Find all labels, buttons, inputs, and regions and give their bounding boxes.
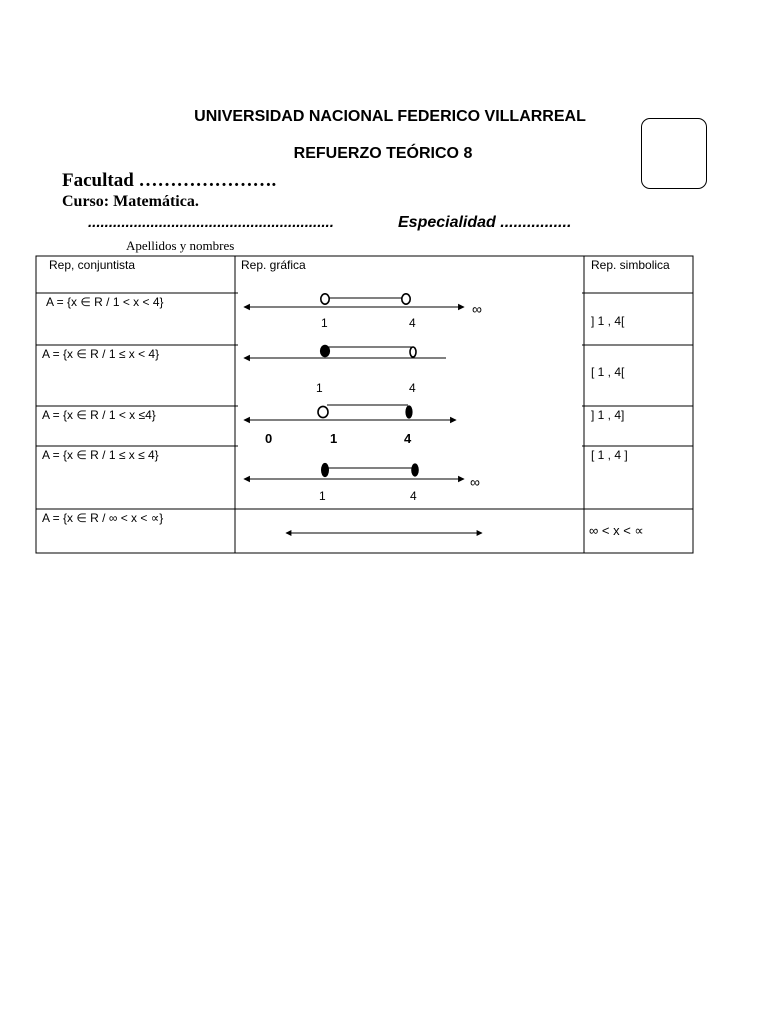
name-blank-line: ........................................................... (88, 214, 334, 231)
document-subtitle: REFUERZO TEÓRICO 8 (293, 145, 473, 162)
open-point (321, 294, 329, 304)
closed-point (322, 464, 329, 477)
symbolic-notation-1: ] 1 , 4[ (591, 314, 625, 328)
tick-label: 0 (265, 431, 273, 446)
header-set: Rep, conjuntista (49, 258, 136, 272)
number-line-2 (244, 345, 446, 358)
number-line-4 (244, 464, 464, 480)
infinity-label: ∞ (470, 474, 480, 490)
closed-point (406, 406, 412, 418)
course-label: Curso: Matemática. (62, 193, 199, 210)
specialty-field: Especialidad ................ (398, 214, 572, 231)
infinity-label: ∞ (472, 301, 482, 317)
set-notation-2: A = {x ∈ R / 1 ≤ x < 4} (42, 347, 160, 361)
set-notation-3: A = {x ∈ R / 1 < x ≤4} (42, 408, 156, 422)
open-point (318, 406, 328, 417)
set-notation-1: A = {x ∈ R / 1 < x < 4} (46, 295, 164, 309)
closed-point (412, 464, 418, 476)
symbolic-notation-4: [ 1 , 4 ] (591, 448, 628, 462)
tick-label: 1 (316, 381, 323, 395)
set-notation-5: A = {x ∈ R / ∞ < x < ∝} (42, 511, 164, 525)
symbolic-notation-5: ∞ < x < ∝ (589, 523, 644, 538)
tick-label: 1 (319, 489, 326, 503)
closed-point (321, 345, 330, 356)
tick-label: 4 (410, 489, 417, 503)
symbolic-notation-3: ] 1 , 4] (591, 408, 625, 422)
tick-label: 4 (404, 431, 412, 446)
tick-label: 4 (409, 316, 416, 330)
symbolic-notation-2: [ 1 , 4[ (591, 365, 625, 379)
header-graphic: Rep. gráfica (241, 258, 306, 272)
number-line-1 (244, 294, 464, 307)
university-title: UNIVERSIDAD NACIONAL FEDERICO VILLARREAL (194, 108, 586, 125)
open-point (402, 294, 410, 304)
faculty-field: Facultad …………………. (62, 170, 277, 191)
tick-label: 4 (409, 381, 416, 395)
tick-label: 1 (330, 431, 338, 446)
open-point (410, 347, 416, 357)
header-symbolic: Rep. simbolica (591, 258, 670, 272)
names-label: Apellidos y nombres (126, 238, 235, 253)
tick-label: 1 (321, 316, 328, 330)
set-notation-4: A = {x ∈ R / 1 ≤ x ≤ 4} (42, 448, 159, 462)
